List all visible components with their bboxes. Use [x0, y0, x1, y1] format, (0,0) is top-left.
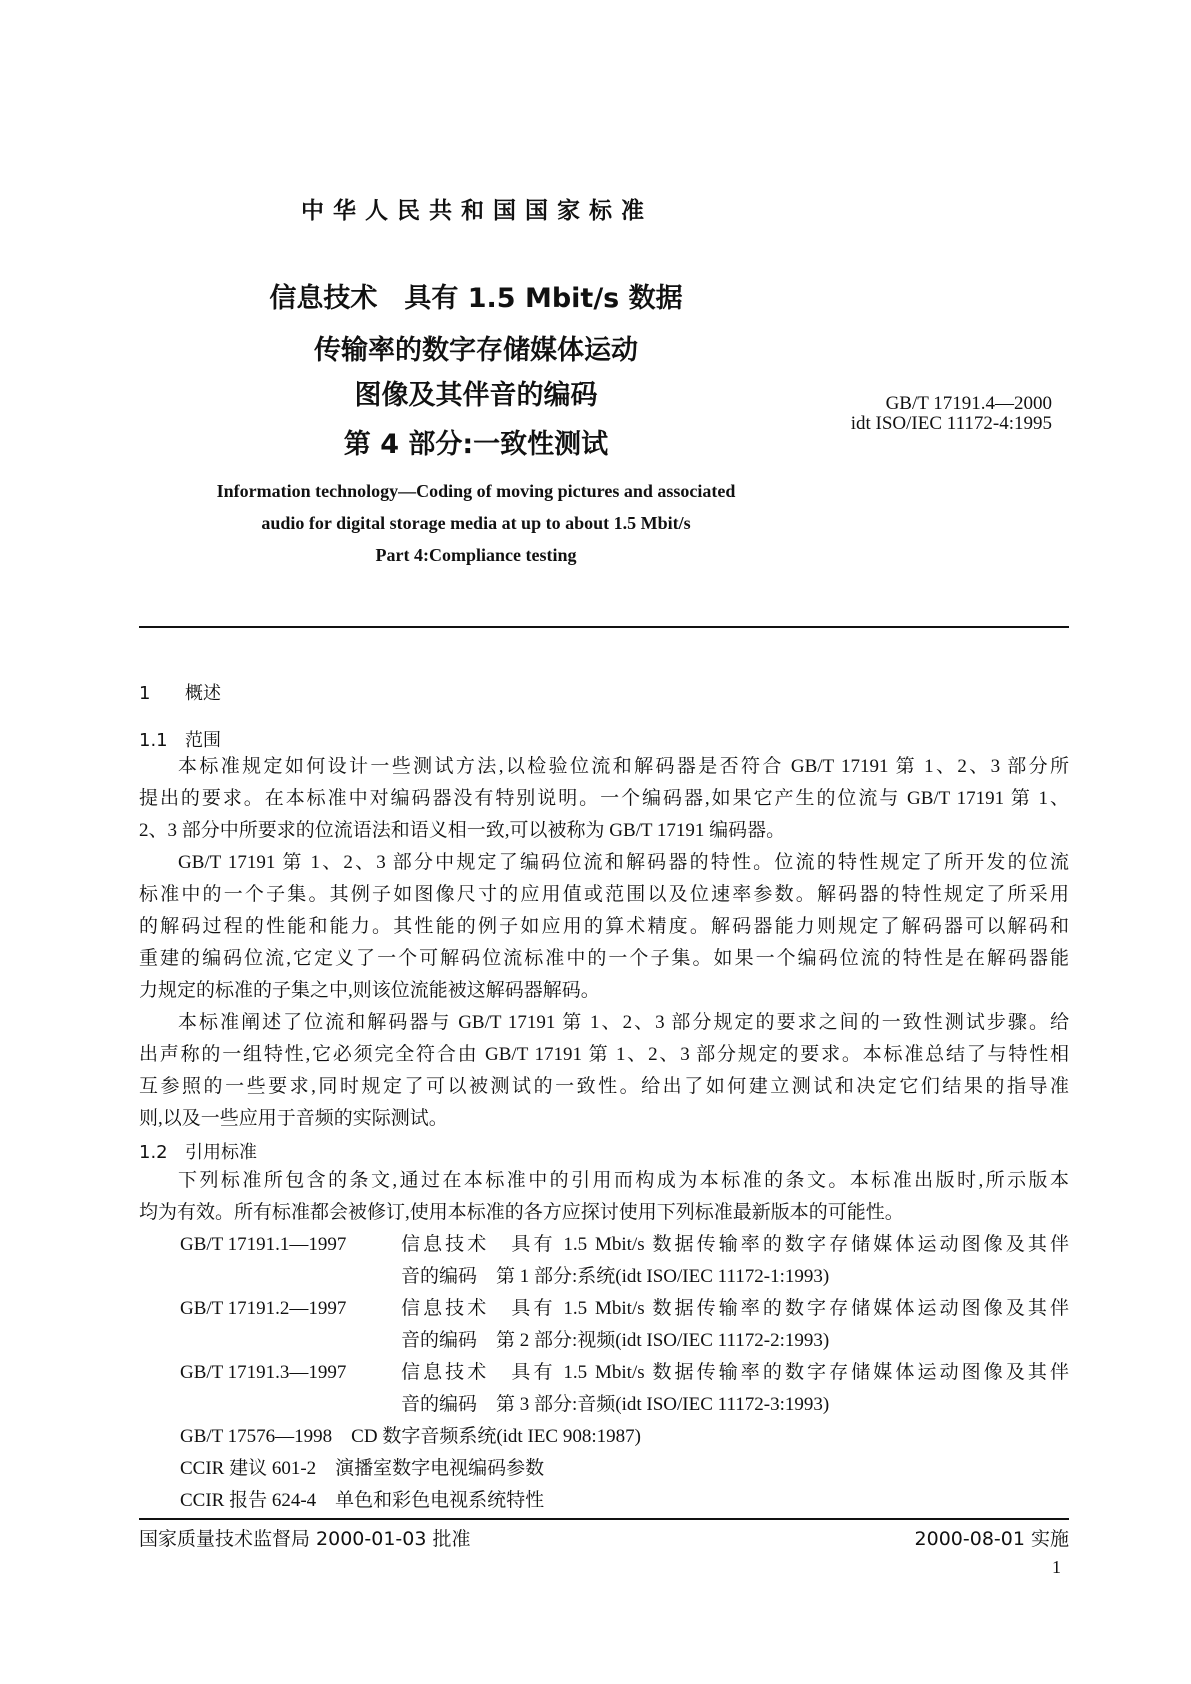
text-line: 的解码过程的性能和能力。其性能的例子如应用的算术精度。解码器能力则规定了解码器可以解码和	[139, 916, 1069, 937]
text-line: 提出的要求。在本标准中对编码器没有特别说明。一个编码器,如果它产生的位流与 GB/T 17191 第 1、	[139, 788, 1069, 809]
section-1-heading	[139, 679, 221, 705]
title-line-3: 图像及其伴音的编码	[354, 380, 598, 411]
footer-divider	[139, 1518, 1069, 1520]
page-number: 1	[1052, 1557, 1061, 1577]
text-line: 2、3 部分中所要求的位流语法和语义相一致,可以被称为 GB/T 17191 编码器。	[139, 820, 786, 841]
text-line: 下列标准所包含的条文,通过在本标准中的引用而构成为本标准的条文。本标准出版时,所示版本	[178, 1170, 1069, 1191]
reference-item: GB/T 17576—1998 CD 数字音频系统(idt IEC 908:1987)	[180, 1426, 641, 1447]
approval-date: 国家质量技术监督局 2000-01-03 批准	[139, 1528, 471, 1550]
reference-code: GB/T 17191.3—1997	[180, 1362, 347, 1383]
reference-title: 信息技术 具有 1.5 Mbit/s 数据传输率的数字存储媒体运动图像及其伴	[401, 1362, 1069, 1383]
section-number: 1.1	[139, 730, 168, 751]
section-1-2-heading	[139, 1138, 257, 1164]
reference-title: 音的编码 第 3 部分:音频(idt ISO/IEC 11172-3:1993)	[401, 1394, 830, 1415]
section-title: 概述	[185, 683, 221, 704]
section-number: 1	[139, 683, 151, 704]
reference-item: CCIR 报告 624-4 单色和彩色电视系统特性	[180, 1490, 545, 1511]
section-title: 范围	[185, 730, 221, 751]
reference-title: 信息技术 具有 1.5 Mbit/s 数据传输率的数字存储媒体运动图像及其伴	[401, 1298, 1069, 1319]
effective-date: 2000-08-01 实施	[914, 1528, 1069, 1550]
text-line: 出声称的一组特性,它必须完全符合由 GB/T 17191 第 1、2、3 部分规定的要求。本标准总结了与特性相	[139, 1044, 1069, 1065]
reference-code: GB/T 17191.2—1997	[180, 1298, 347, 1319]
text-line: 本标准阐述了位流和解码器与 GB/T 17191 第 1、2、3 部分规定的要求之间的一致性测试步骤。给	[178, 1012, 1069, 1033]
english-title-line-1: Information technology—Coding of moving pictures and associated	[216, 481, 736, 501]
title-line-1: 信息技术 具有 1.5 Mbit/s 数据	[269, 283, 683, 314]
text-line: 力规定的标准的子集之中,则该位流能被这解码器解码。	[139, 980, 600, 1001]
text-line: 重建的编码位流,它定义了一个可解码位流标准中的一个子集。如果一个编码位流的特性是在解码器能	[139, 948, 1069, 969]
text-line: 标准中的一个子集。其例子如图像尺寸的应用值或范围以及位速率参数。解码器的特性规定了所采用	[139, 884, 1069, 905]
text-line: 则,以及一些应用于音频的实际测试。	[139, 1108, 448, 1129]
reference-title: 信息技术 具有 1.5 Mbit/s 数据传输率的数字存储媒体运动图像及其伴	[401, 1234, 1069, 1255]
header-divider	[139, 626, 1069, 628]
national-standard-heading: 中华人民共和国国家标准	[301, 198, 653, 224]
reference-title: 音的编码 第 1 部分:系统(idt ISO/IEC 11172-1:1993)	[401, 1266, 830, 1287]
english-title-line-2: audio for digital storage media at up to about 1.5 Mbit/s	[261, 513, 691, 533]
english-title-line-3: Part 4:Compliance testing	[375, 545, 577, 565]
text-line: 均为有效。所有标准都会被修订,使用本标准的各方应探讨使用下列标准最新版本的可能性。	[139, 1202, 904, 1223]
reference-title: 音的编码 第 2 部分:视频(idt ISO/IEC 11172-2:1993)	[401, 1330, 830, 1351]
reference-code: GB/T 17191.1—1997	[180, 1234, 347, 1255]
title-line-4: 第 4 部分:一致性测试	[343, 429, 609, 460]
section-1-1-heading	[139, 726, 221, 752]
text-line: 互参照的一些要求,同时规定了可以被测试的一致性。给出了如何建立测试和决定它们结果的指导准	[139, 1076, 1069, 1097]
title-line-2: 传输率的数字存储媒体运动	[314, 335, 638, 366]
section-number: 1.2	[139, 1142, 168, 1163]
iso-equivalent-code: idt ISO/IEC 11172-4:1995	[850, 413, 1052, 434]
standard-code: GB/T 17191.4—2000	[885, 393, 1052, 414]
section-title: 引用标准	[185, 1142, 257, 1163]
text-line: GB/T 17191 第 1、2、3 部分中规定了编码位流和解码器的特性。位流的特性规定了所开发的位流	[178, 852, 1069, 873]
reference-item: CCIR 建议 601-2 演播室数字电视编码参数	[180, 1458, 545, 1479]
text-line: 本标准规定如何设计一些测试方法,以检验位流和解码器是否符合 GB/T 17191 第 1、2、3 部分所	[178, 756, 1069, 777]
